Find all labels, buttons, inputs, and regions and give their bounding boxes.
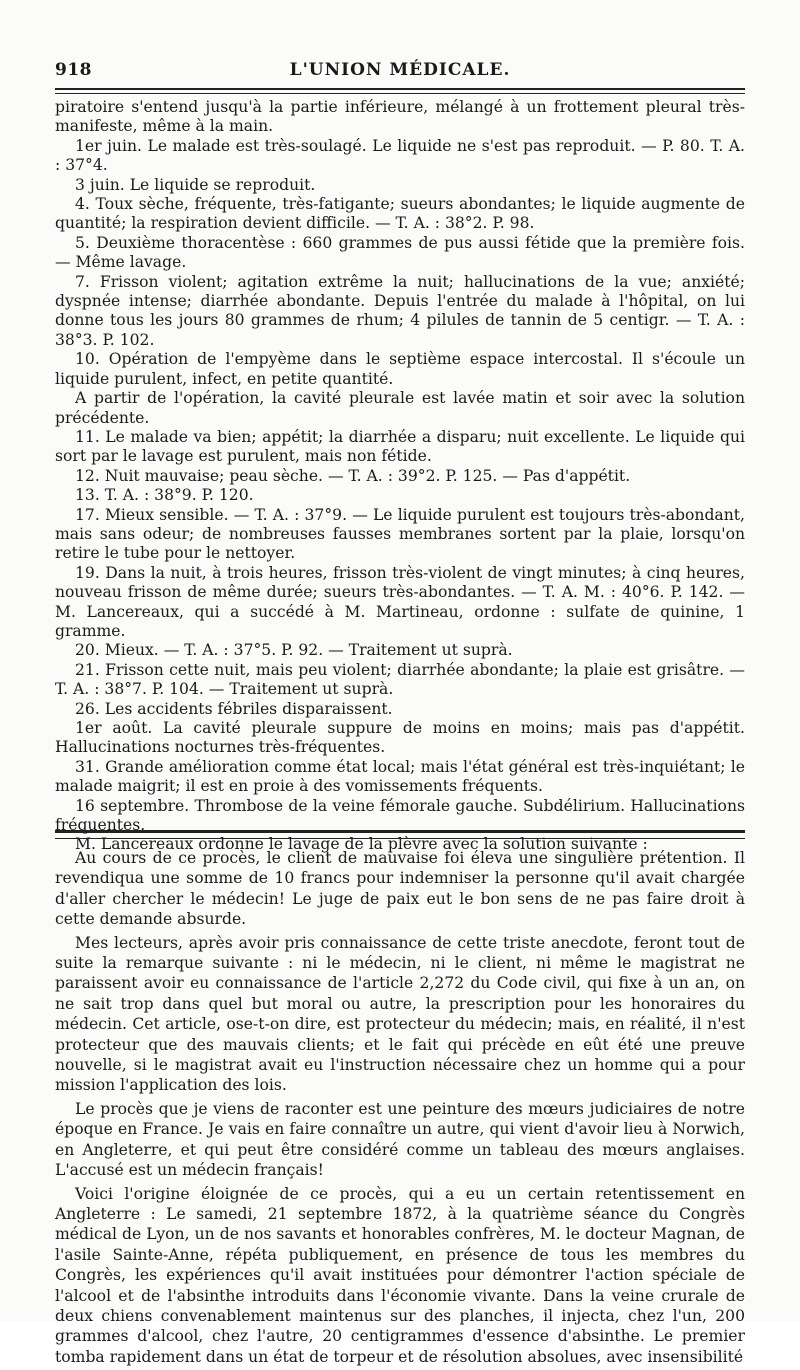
- paragraph: 3 juin. Le liquide se reproduit.: [75, 175, 316, 194]
- paragraph: 5. Deuxième thoracentèse : 660 grammes de pus aussi fétide que la première fois. — Même lavage.: [55, 233, 745, 272]
- paragraph: 21. Frisson cette nuit, mais peu violent; diarrhée abondante; la plaie est grisâtre. — T. A. : 38°7. P. 104. — Traitement ut suprà.: [55, 660, 745, 699]
- running-title: L'UNION MÉDICALE.: [289, 60, 511, 80]
- paragraph: piratoire s'entend jusqu'à la partie inférieure, mélangé à un frottement pleural très-manifeste, même à la main.: [55, 98, 745, 136]
- paragraph: A partir de l'opération, la cavité pleurale est lavée matin et soir avec la solution précédente.: [55, 389, 745, 427]
- page-number: 918: [55, 60, 92, 80]
- paragraph: M. Lancereaux ordonne le lavage de la plèvre avec la solution suivante :: [75, 835, 648, 854]
- paragraph: 11. Le malade va bien; appétit; la diarrhée a disparu; nuit excellente. Le liquide qui sort par le lavage est purulent, mais non fétide.: [55, 427, 745, 466]
- paragraph: 4. Toux sèche, fréquente, très-fatigante; sueurs abondantes; le liquide augmente de quantité; la respiration devient difficile. — T. A. : 38°2. P. 98.: [55, 195, 745, 233]
- page-header: [55, 58, 745, 84]
- paragraph: 7. Frisson violent; agitation extrême la nuit; hallucinations de la vue; anxiété; dyspnée intense; diarrhée abondante. Depuis l'entrée du malade à l'hôpital, on lui donne tous les jours 80 grammes de rhum; 4 pilules de tannin de 5 centigr. — T. A. : 38°3. P. 102.: [55, 272, 745, 349]
- paragraph: 12. Nuit mauvaise; peau sèche. — T. A. : 39°2. P. 125. — Pas d'appétit.: [75, 466, 631, 485]
- section-divider: [55, 830, 745, 839]
- paragraph: Voici l'origine éloignée de ce procès, qui a eu un certain retentissement en Angleterre : Le samedi, 21 septembre 1872, à la quatrième séance du Congrès médical de Lyon, un de nos savants et honorables confrères, M. le docteur Magnan, de l'asile Sainte-Anne, répéta publiquement, en présence de tous les membres du Congrès, les expériences qu'il avait instituées pour démontrer l'action spéciale de l'alcool et de l'absinthe introduits dans l'économie vivante. Dans la veine crurale de deux chiens convenablement maintenus sur des planches, il injecta, chez l'un, 200 grammes d'alcool, chez l'autre, 20 centigrammes d'essence d'absinthe. Le premier tomba rapidement dans un état de torpeur et de résolution absolues, avec insensibilité: [55, 1184, 745, 1366]
- paragraph: 26. Les accidents fébriles disparaissent.: [75, 699, 393, 718]
- paragraph: 1er août. La cavité pleurale suppure de moins en moins; mais pas d'appétit. Hallucinations nocturnes très-fréquentes.: [55, 719, 745, 757]
- paragraph: 31. Grande amélioration comme état local; mais l'état général est très-inquiétant; le malade maigrit; il est en proie à des vomissements fréquents.: [55, 757, 745, 796]
- paragraph: 19. Dans la nuit, à trois heures, frisson très-violent de vingt minutes; à cinq heures, nouveau frisson de même durée; sueurs très-abondantes. — T. A. M. : 40°6. P. 142. — M. Lancereaux, qui a succédé à M. Martineau, ordonne : sulfate de quinine, 1 gramme.: [55, 563, 745, 640]
- paragraph: 1er juin. Le malade est très-soulagé. Le liquide ne s'est pas reproduit. — P. 80. T. A. : 37°4.: [55, 136, 745, 175]
- paragraph: 17. Mieux sensible. — T. A. : 37°9. — Le liquide purulent est toujours très-abondant, mais sans odeur; de nombreuses fausses membranes sortent par la plaie, lorsqu'on retire le tube pour le nettoyer.: [55, 505, 745, 563]
- paragraph: 20. Mieux. — T. A. : 37°5. P. 92. — Traitement ut suprà.: [75, 641, 513, 660]
- paragraph: 16 septembre. Thrombose de la veine fémorale gauche. Subdélirium. Hallucinations fréquentes.: [55, 796, 745, 835]
- paragraph: Le procès que je viens de raconter est une peinture des mœurs judiciaires de notre époque en France. Je vais en faire connaître un autre, qui vient d'avoir lieu à Norwich, en Angleterre, et qui peut être considéré comme un tableau des mœurs anglaises. L'accusé est un médecin français!: [55, 1099, 745, 1180]
- clinical-observation-section: [55, 98, 745, 855]
- paragraph: Mes lecteurs, après avoir pris connaissance de cette triste anecdote, feront tout de suite la remarque suivante : ni le médecin, ni le client, ni même le magistrat ne paraissent avoir eu connaissance de l'article 2,272 du Code civil, qui fixe à un an, on ne sait trop dans quel but moral ou autre, la prescription pour les honoraires du médecin. Cet article, ose-t-on dire, est protecteur du médecin; mais, en réalité, il n'est protecteur que des mauvais clients; et le fait qui précède en eût été une preuve nouvelle, si le magistrat avait eu l'instruction nécessaire chez un homme qui a pour mission l'application des lois.: [55, 933, 745, 1095]
- header-rule: [55, 88, 745, 94]
- paragraph: 13. T. A. : 38°9. P. 120.: [75, 486, 254, 505]
- paragraph: 10. Opération de l'empyème dans le septième espace intercostal. Il s'écoule un liquide purulent, infect, en petite quantité.: [55, 350, 745, 388]
- feuilleton-section: [55, 848, 745, 1370]
- paragraph: Au cours de ce procès, le client de mauvaise foi éleva une singulière prétention. Il revendiqua une somme de 10 francs pour indemniser la personne qu'il avait chargée d'aller chercher le médecin! Le juge de paix eut le bon sens de ne pas faire droit à cette demande absurde.: [55, 849, 745, 929]
